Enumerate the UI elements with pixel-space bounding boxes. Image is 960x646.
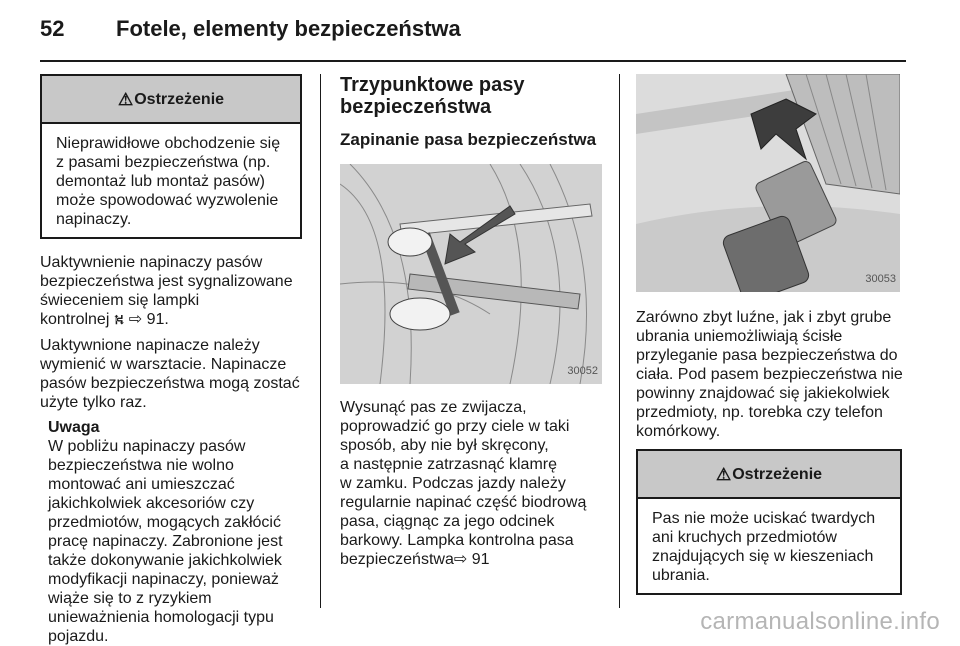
tensioner-warning-lamp-icon: ⛕ [113, 312, 125, 328]
text-line: Wysunąć pas ze zwijacza, [340, 399, 527, 416]
section-heading [340, 74, 608, 118]
warning-title: Ostrzeżenie [134, 90, 225, 108]
page-reference[interactable]: 91 [471, 551, 490, 568]
warning-box-2 [636, 449, 902, 595]
warning-header [42, 76, 300, 124]
text-line: Uaktywnienie napinaczy pasów [40, 254, 263, 271]
page-reference-arrow-icon: ⇨ [128, 311, 143, 328]
note-line: pracę napinaczy. Zabronione jest [48, 533, 283, 550]
illustration-belt-buckle [636, 74, 900, 292]
text-line: pasa, ciągnąc za jego odcinek [340, 513, 555, 530]
text-line: komórkowy. [636, 423, 721, 440]
note-line: montować ani umieszczać [48, 476, 235, 493]
warning-line: ani kruchych przedmiotów [652, 529, 837, 546]
column-divider-1 [320, 74, 321, 608]
text-line: przyleganie pasa bezpieczeństwa do [636, 347, 898, 364]
text-line: barkowy. Lampka kontrolna pasa [340, 532, 574, 549]
column-3 [636, 74, 908, 595]
column-2 [340, 74, 608, 569]
sub-heading: Zapinanie pasa bezpieczeństwa [340, 130, 597, 149]
warning-line: Nieprawidłowe obchodzenie się [56, 135, 281, 152]
text-line: ubrania uniemożliwiają ścisłe [636, 328, 843, 345]
heading-line: Trzypunktowe pasy [340, 74, 525, 96]
column-1 [40, 74, 306, 646]
note-line: W pobliżu napinaczy pasów [48, 438, 246, 455]
warning-line: demontaż lub montaż pasów) [56, 173, 265, 190]
text-line: ciała. Pod pasem bezpieczeństwa nie [636, 366, 903, 383]
text-line: sposób, aby nie był skręcony, [340, 437, 549, 454]
text-line: Uaktywnione napinacze należy [40, 337, 260, 354]
column-divider-2 [619, 74, 620, 608]
figure-fastening-belt [340, 164, 602, 384]
note-block [40, 418, 306, 646]
page-reference-arrow-icon: ⇨ [453, 551, 468, 568]
figure-number: 30052 [567, 365, 598, 377]
page-title: Fotele, elementy bezpieczeństwa [116, 16, 461, 41]
paragraph-tensioner-replacement [40, 336, 306, 412]
paragraph-clothing [636, 308, 908, 441]
paragraph-fastening [340, 398, 608, 569]
text-line: bezpieczeństwa jest sygnalizowane [40, 273, 293, 290]
header-rule [40, 60, 906, 62]
text-line: pasów bezpieczeństwa mogą zostać [40, 375, 300, 392]
warning-header [638, 451, 900, 499]
text-line: użyte tylko raz. [40, 394, 147, 411]
warning-line: napinaczy. [56, 211, 132, 228]
text-line: przedmioty, np. torebka czy telefon [636, 404, 883, 421]
paragraph-tensioner-activation [40, 253, 306, 330]
text-line: w zamku. Podczas jazdy należy [340, 475, 566, 492]
note-line: także dokonywanie jakichkolwiek [48, 552, 282, 569]
note-line: unieważnienia homologacji typu [48, 609, 274, 626]
text-fragment: kontrolnej [40, 311, 110, 328]
text-line: Zarówno zbyt luźne, jak i zbyt grube [636, 309, 892, 326]
warning-line: z pasami bezpieczeństwa (np. [56, 154, 271, 171]
note-title: Uwaga [48, 419, 100, 436]
warning-line: ubrania. [652, 567, 710, 584]
figure-number: 30053 [865, 273, 896, 285]
note-line: jakichkolwiek akcesoriów czy [48, 495, 255, 512]
text-line: a następnie zatrzasnąć klamrę [340, 456, 557, 473]
warning-body [638, 499, 900, 593]
note-line: pojazdu. [48, 628, 109, 645]
warning-box-1 [40, 74, 302, 239]
text-line: regularnie napinać część biodrową [340, 494, 587, 511]
warning-title: Ostrzeżenie [732, 465, 823, 483]
heading-line: bezpieczeństwa [340, 96, 492, 118]
note-line: wiąże się to z ryzykiem [48, 590, 212, 607]
text-fragment: bezpieczeństwa [340, 551, 454, 568]
warning-line: Pas nie może uciskać twardych [652, 510, 876, 527]
warning-line: może spowodować wyzwolenie [56, 192, 279, 209]
note-line: bezpieczeństwa nie wolno [48, 457, 234, 474]
text-line [40, 310, 306, 330]
note-line: modyfikacji napinaczy, ponieważ [48, 571, 279, 588]
page-reference[interactable]: 91. [146, 311, 169, 328]
warning-triangle-icon: ⚠ [117, 89, 134, 109]
note-line: przedmiotów, mogących zakłócić [48, 514, 281, 531]
watermark: carmanualsonline.info [700, 608, 940, 635]
warning-body [42, 124, 300, 237]
text-line [340, 550, 608, 569]
warning-triangle-icon: ⚠ [715, 464, 732, 484]
text-line: świeceniem się lampki [40, 292, 200, 309]
illustration-fastening-belt [340, 164, 602, 384]
page-number: 52 [40, 16, 65, 41]
text-line: powinny znajdować się jakiekolwiek [636, 385, 890, 402]
text-line: wymienić w warsztacie. Napinacze [40, 356, 287, 373]
figure-belt-buckle [636, 74, 900, 292]
text-line: poprowadzić go przy ciele w taki [340, 418, 570, 435]
warning-line: znajdujących się w kieszeniach [652, 548, 874, 565]
